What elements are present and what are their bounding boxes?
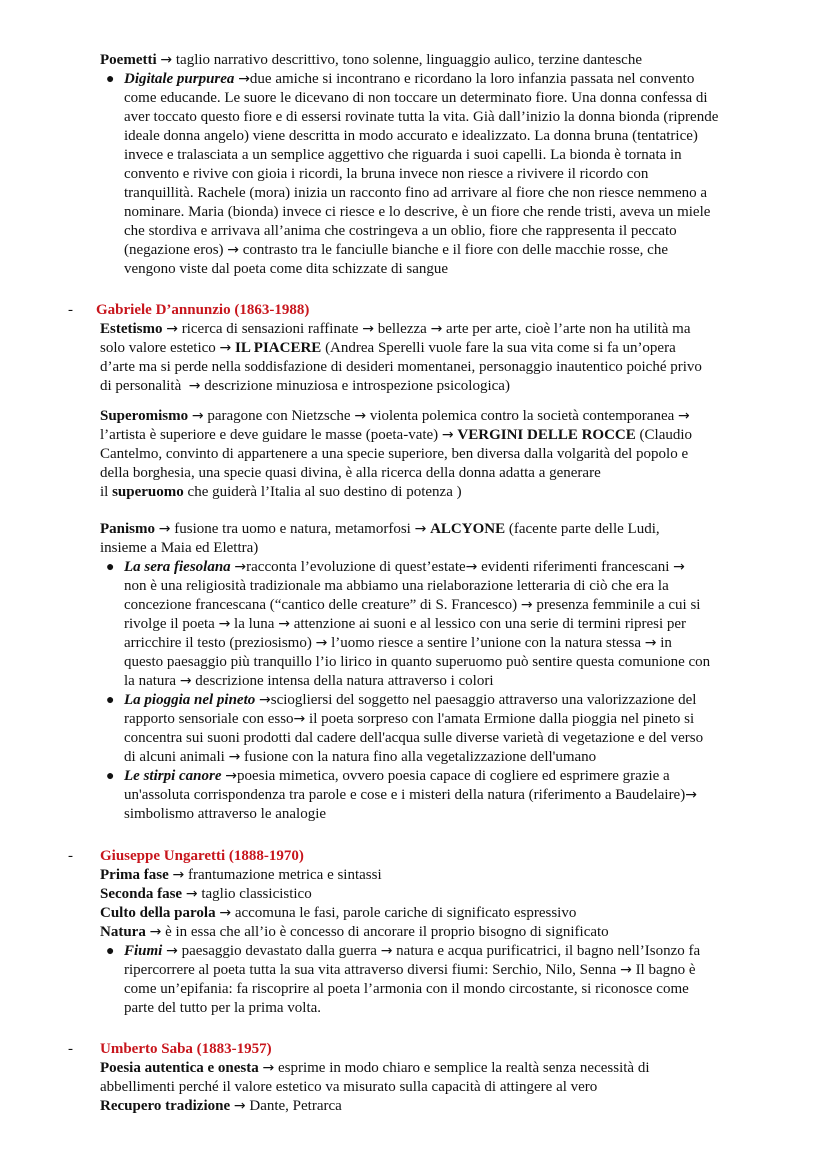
sera-fiesolana-item: ● La sera fiesolana →racconta l’evoluzione di quest’estate→ evidenti riferimenti francescani → non è una religiosità tradizionale ma abbiamo una rielaborazione letteraria di ciò che era la concezione francescana (“cantico delle creature” di S. Francesco) → presenza femminile a cui si rivolge il poeta → la luna → attenzione ai suoni e al lessico con una serie di termini ripresi per arricchire il testo (preziosismo) → l’uomo riesce a sentire l’unione con la natura stessa → in questo paesaggio più tranquillo l’io lirico in quanto superuomo può sentire questa comunione con la natura → descrizione intensa della natura attraverso i colori [106,559,711,689]
arrow-icon: → [620,962,632,978]
ungaretti-section: Prima fase → frantumazione metrica e sintassi Seconda fase → taglio classicistico Culto della parola → accomuna le fasi, parole cariche di significato espressivo Natura → è in essa che all’io è concesso di ancorare il proprio bisogno di significato ● Fiumi → paesaggio devastato dalla guerra → natura e acqua purificatrici, il bagno nell’Isonzo fa ripercorrere al poeta tutta la sua vita attraverso diversi fiumi: Serchio, Nilo, Senna → Il bagno è come un’epifania: fa riscoprire al poeta l’armonia con il mondo circostante, si riconosce come parte del tutto per la prima volta. [100,866,790,1018]
arrow-icon: → [185,886,198,902]
vergini-delle-rocce-title: VERGINI DELLE ROCCE [457,427,636,443]
superomismo-section: Superomismo → paragone con Nietzsche → violenta polemica contro la società contemporanea → l’artista è superiore e deve guidare le masse (poeta-vate) → VERGINI DELLE ROCCE (Claudio Cantelmo, convinto di appartenere a una specie superiore, ben diversa dalla volgarità del popolo e della borghesia, una specie quasi divina, è alla ricerca della donna adatta a generare il superuomo che guiderà l’Italia al suo destino di potenza ) [100,408,693,500]
list-dash: - [68,848,73,864]
arrow-icon: → [293,711,306,727]
panismo-label: Panismo [100,521,156,537]
arrow-icon: → [228,749,241,765]
dannunzio-heading: Gabriele D’annunzio (1863-1988) [96,302,310,318]
arrow-icon: → [218,616,231,632]
digitale-purpurea-item: ● Digitale purpurea →due amiche si incontrano e ricordano la loro infanzia passata nel convento come educande. Le suore le dicevano di non toccare un determinato fiore. Una donna confessa di aver toccato questo fiore e di essersi rovinate tutta la vita. Già dall’inizio la donna bionda (riprende ideale donna angelo) viene descritta in modo accurato e idealizzato. La donna bruna (tentatrice) invece e tralasciata a un semplice aggettivo che riguarda i suoi capelli. La bionda è tornata in convento e rivive con gioia i ricordi, la bruna invece non riesce a rivivere il ricordo con tranquillità. Rachele (mora) inizia un racconto fino ad arrivare al fiore che non riesce nemmeno a nominare. Maria (bionda) invece ci riesce e lo descrive, è un fiore che rende tristi, aveva un miele che stordiva e arrivava all’anima che costringeva a un oblio, fiore che rappresenta il peccato (negazione eros) → contrasto tra le fanciulle bianche e il fiore con delle macchie rosse, che vengono viste dal poeta come dita schizzate di sangue [106,71,719,277]
dannunzio-heading-row [68,301,786,320]
stirpi-canore-title: Le stirpi canore [124,768,222,784]
fiumi-item: ● Fiumi → paesaggio devastato dalla guerra → natura e acqua purificatrici, il bagno nell’Isonzo fa ripercorrere al poeta tutta la sua vita attraverso diversi fiumi: Serchio, Nilo, Senna → Il bagno è come un’epifania: fa riscoprire al poeta l’armonia con il mondo circostante, si riconosce come parte del tutto per la prima volta. [106,943,701,1016]
bullet-icon: ● [106,944,115,959]
arrow-icon: → [520,597,533,613]
fiumi-title: Fiumi [124,943,163,959]
arrow-icon: → [149,924,162,940]
arrow-icon: → [441,427,454,443]
saba-heading-row [68,1040,790,1059]
arrow-icon: → [685,787,697,803]
bullet-icon: ● [106,560,115,575]
arrow-icon: → [354,408,367,424]
arrow-icon: → [430,321,443,337]
arrow-icon: → [259,692,271,708]
poemetti-label: Poemetti [100,52,157,68]
superomismo-label: Superomismo [100,408,189,424]
arrow-icon: → [227,242,240,258]
arrow-icon: → [179,673,192,689]
il-piacere-title: IL PIACERE [235,340,322,356]
saba-heading: Umberto Saba (1883-1957) [100,1041,272,1057]
sera-fiesolana-title: La sera fiesolana [124,559,231,575]
estetismo-label: Estetismo [100,321,163,337]
list-dash: - [68,302,73,318]
estetismo-section: Estetismo → ricerca di sensazioni raffinate → bellezza → arte per arte, cioè l’arte non ha utilità ma solo valore estetico → IL PIACERE (Andrea Sperelli vuole fare la sua vita come si fa un’opera d’arte ma si perde nella soddisfazione di desideri momentanei, personaggio inautentico poiché privo di personalità → descrizione minuziosa e introspezione psicologica) [100,321,702,394]
arrow-icon: → [219,905,232,921]
arrow-icon: → [158,521,171,537]
arrow-icon: → [160,52,173,68]
digitale-title: Digitale purpurea [124,71,235,87]
arrow-icon: → [414,521,427,537]
bullet-icon: ● [106,769,115,784]
arrow-icon: → [673,559,685,575]
list-dash: - [68,1041,73,1057]
arrow-icon: → [172,867,185,883]
alcyone-title: ALCYONE [430,521,506,537]
pioggia-pineto-item: ● La pioggia nel pineto →sciogliersi del soggetto nel paesaggio attraverso una valorizzazione del rapporto sensoriale con esso→ il poeta sorpreso con l'amata Ermione dalla pioggia nel pineto si concentra sui suoni prodotti dal cadere dell'acqua sulle diverse varietà di vegetazione e del verso di alcuni animali → fusione con la natura fino alla vegetalizzazione dell'umano [106,692,704,765]
arrow-icon: → [465,559,478,575]
arrow-icon: → [315,635,328,651]
arrow-icon: → [234,559,247,575]
arrow-icon: → [262,1060,275,1076]
arrow-icon: → [238,71,250,87]
arrow-icon: → [380,943,393,959]
arrow-icon: → [362,321,374,337]
arrow-icon: → [278,616,290,632]
arrow-icon: → [166,943,178,959]
arrow-icon: → [644,635,657,651]
arrow-icon: → [191,408,204,424]
pioggia-pineto-title: La pioggia nel pineto [124,692,256,708]
arrow-icon: → [233,1098,246,1114]
ungaretti-heading-row [68,847,790,866]
saba-section: Poesia autentica e onesta → esprime in modo chiaro e semplice la realtà senza necessità di abbellimenti perché il valore estetico va misurato sulla capacità di attingere al vero Recupero tradizione → Dante, Petrarca [100,1060,650,1114]
stirpi-canore-item: ● Le stirpi canore →poesia mimetica, ovvero poesia capace di cogliere ed esprimere grazie a un'assoluta corrispondenza tra parole e cose e i misteri della natura (riferimento a Baudelaire)→ simbolismo attraverso le analogie [106,768,697,822]
arrow-icon: → [678,408,690,424]
arrow-icon: → [166,321,178,337]
panismo-section: Panismo → fusione tra uomo e natura, metamorfosi → ALCYONE (facente parte delle Ludi, insieme a Maia ed Elettra) ● La sera fiesolana →racconta l’evoluzione di quest’estate→ evidenti riferimenti francescani → non è una religiosità tradizionale ma abbiamo una rielaborazione letteraria di ciò che era la concezione francescana (“cantico delle creature” di S. Francesco) → presenza femminile a cui si rivolge il poeta → la luna → attenzione ai suoni e al lessico con una serie di termini ripresi per arricchire il testo (preziosismo) → l’uomo riesce a sentire l’unione con la natura stessa → in questo paesaggio più tranquillo l’io lirico in quanto superuomo può sentire questa comunione con la natura → descrizione intensa della natura attraverso i colori ● La pioggia nel pineto →sciogliersi del soggetto nel paesaggio attraverso una valorizzazione del rapporto sensoriale con esso→ il poeta sorpreso con l'amata Ermione dalla pioggia nel pineto si concentra sui suoni prodotti dal cadere dell'acqua sulle diverse varietà di vegetazione e del verso di alcuni animali → fusione con la natura fino alla vegetalizzazione dell'umano ● Le stirpi canore →poesia mimetica, ovvero poesia capace di cogliere ed esprimere grazie a un'assoluta corrispondenza tra parole e cose e i misteri della natura (riferimento a Baudelaire)→ simbolismo attraverso le analogie [100,520,790,824]
arrow-icon: → [225,768,237,784]
arrow-icon: → [219,340,232,356]
arrow-icon: → [188,378,201,394]
bullet-icon: ● [106,72,115,87]
poemetti-section: Poemetti → taglio narrativo descrittivo, tono solenne, linguaggio aulico, terzine dantesche ● Digitale purpurea →due amiche si incontrano e ricordano la loro infanzia passata nel convento come educande. Le suore le dicevano di non toccare un determinato fiore. Una donna confessa di aver toccato questo fiore e di essersi rovinate tutta la vita. Già dall’inizio la donna bionda (riprende ideale donna angelo) viene descritta in modo accurato e idealizzato. La donna bruna (tentatrice) invece e tralasciata a un semplice aggettivo che riguarda i suoi capelli. La bionda è tornata in convento e rivive con gioia i ricordi, la bruna invece non riesce a rivivere il ricordo con tranquillità. Rachele (mora) inizia un racconto fino ad arrivare al fiore che non riesce nemmeno a nominare. Maria (bionda) invece ci riesce e lo descrive, è un fiore che rende tristi, aveva un miele che stordiva e arrivava all’anima che costringeva a un oblio, fiore che rappresenta il peccato (negazione eros) → contrasto tra le fanciulle bianche e il fiore con delle macchie rosse, che vengono viste dal poeta come dita schizzate di sangue [100,51,790,279]
bullet-icon: ● [106,693,115,708]
ungaretti-heading: Giuseppe Ungaretti (1888-1970) [100,848,304,864]
